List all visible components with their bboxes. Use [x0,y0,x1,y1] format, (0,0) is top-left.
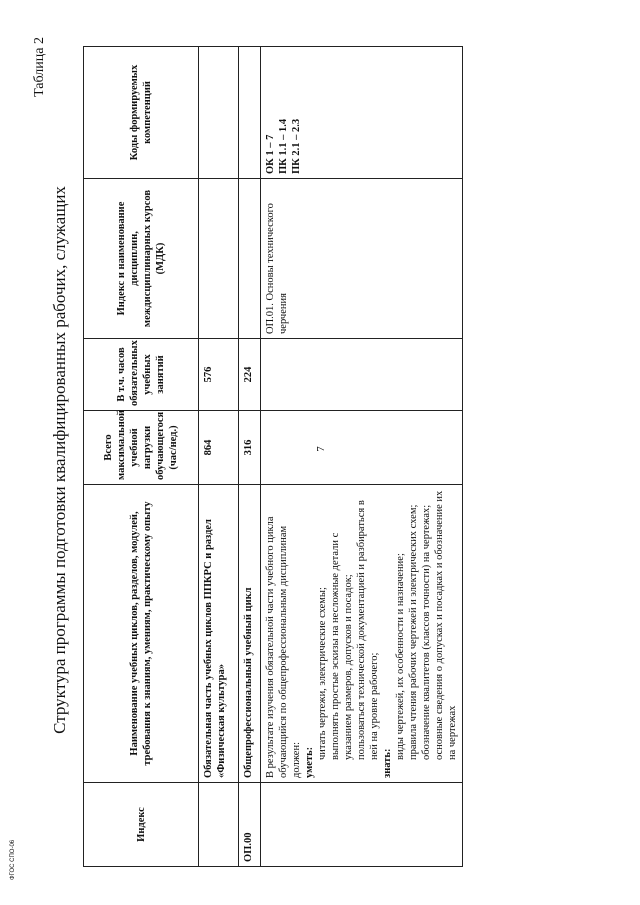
skill-item: выполнять простые эскизы на несложные детали с указанием размеров, допусков и посадок; [330,532,354,760]
competency-code: ПК 2.1 – 2.3 [291,118,302,174]
cell-max-load: 316 [239,411,261,485]
cell-max-load: 864 [199,411,239,485]
knowledge-item: правила чтения рабочих чертежей и электрических схем; [408,504,419,760]
footer-code: ФГОС СПО-06 [10,839,16,880]
competency-code: ОК 1 – 7 [265,134,276,174]
skills-label: уметь: [304,746,315,778]
knowledge-item: обозначение квалитетов (классов точности) на чертежах; [421,504,432,760]
cell-competencies [261,47,463,179]
knowledge-item: виды чертежей, их особенности и назначение; [395,553,406,760]
document-title: Структура программы подготовки квалифицированных рабочих, служащих [50,186,69,734]
page-number: 7 [314,446,327,452]
cell-competencies [199,47,239,179]
program-structure-table [83,46,463,867]
header-index: Индекс [84,783,199,867]
cell-mandatory-hours [261,339,463,411]
cell-competencies [239,47,261,179]
header-discipline: Индекс и наименование дисциплин, междисциплинарных курсов (МДК) [84,179,199,339]
cell-discipline [199,179,239,339]
header-row [84,47,199,867]
cell-discipline: ОП.01. Основы технического черчения [261,179,463,339]
knowledge-label: знать: [382,748,393,778]
skill-item: читать чертежи, электрические схемы; [317,587,328,760]
cell-discipline [239,179,261,339]
header-competencies: Коды формируемых компетенций [84,47,199,179]
cell-index: ОП.00 [239,783,261,867]
cell-requirements [261,485,463,783]
header-mandatory-hours: В т.ч. часов обязательных учебных занятий [84,339,199,411]
requirements-intro: В результате изучения обязательной части учебного цикла обучающийся по общепрофессиональным дисциплинам должен: [265,516,302,778]
cell-index [261,783,463,867]
cell-name: Общепрофессиональный учебный цикл [239,485,261,783]
cell-mandatory-hours: 224 [239,339,261,411]
table-row [239,47,261,867]
table-label: Таблица 2 [32,37,47,97]
header-name: Наименование учебных циклов, разделов, модулей, требования к знаниям, умениям, практическому опыту [84,485,199,783]
table-row [199,47,239,867]
rotated-sheet [32,35,632,885]
cell-index [199,783,239,867]
cell-name: Обязательная часть учебных циклов ППКРС и раздел «Физическая культура» [199,485,239,783]
knowledge-item: основные сведения о допусках и посадках и обозначение их на чертежах [434,490,458,760]
skill-item: пользоваться технической документацией и разбираться в ней на уровне рабочего; [356,500,380,760]
competency-code: ПК 1.1 – 1.4 [278,118,289,174]
cell-max-load [261,411,463,485]
cell-mandatory-hours: 576 [199,339,239,411]
header-max-load: Всего максимальной учебной нагрузки обучающегося (час/нед.) [84,411,199,485]
table-row [261,47,463,867]
